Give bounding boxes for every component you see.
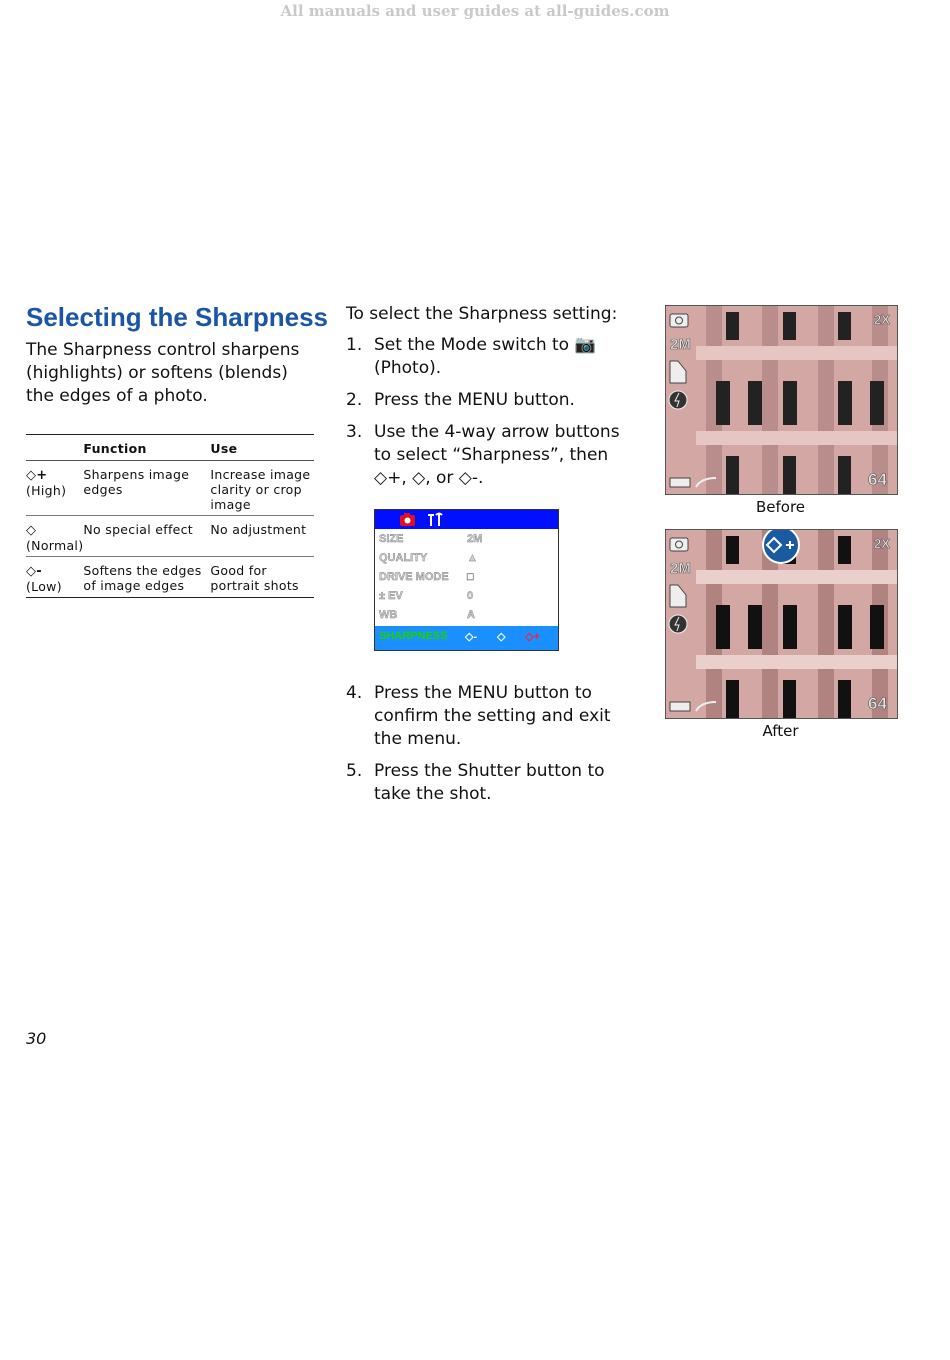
flash-icon [669, 391, 687, 409]
list-item: 4. Press the MENU button to confirm the setting and exit the menu. [346, 683, 611, 749]
row-function: Softens the edges of image edges [83, 557, 210, 598]
intro-paragraph: The Sharpness control sharpens (highlights) or softens (blends) the edges of a photo. [26, 340, 300, 406]
wrench-icon [428, 514, 442, 527]
row-function: Sharpens image edges [83, 461, 210, 516]
quality-icon [670, 361, 686, 383]
zoom-indicator: 2X [874, 536, 890, 551]
row-use: Increase image clarity or crop image [210, 461, 314, 516]
section-title: Selecting the Sharpness [26, 302, 328, 332]
sharpness-table [26, 434, 314, 598]
list-item: 5. Press the Shutter button to take the shot. [346, 761, 605, 804]
after-photo [665, 529, 898, 719]
menu-row-ev: ± EV 0 [379, 590, 474, 602]
table-row [26, 516, 314, 557]
instructions-lead: To select the Sharpness setting: [346, 304, 618, 324]
sharpness-high-icon: ◇+ [26, 468, 48, 483]
menu-row-drive-mode: DRIVE MODE □ [379, 571, 474, 583]
menu-row-size: SIZE 2M [379, 533, 483, 545]
watermark: All manuals and user guides at all-guides.com [280, 2, 670, 20]
battery-icon [670, 478, 690, 487]
sd-card-icon [696, 478, 716, 487]
list-item: 1. Set the Mode switch to 📷 (Photo). [346, 335, 596, 378]
list-item: 2. Press the MENU button. [346, 390, 575, 410]
quality-icon [670, 585, 686, 607]
menu-header-bar [375, 510, 558, 529]
before-caption: Before [755, 498, 806, 516]
row-name: (Normal) [26, 538, 84, 553]
table-header-use: Use [210, 435, 314, 461]
sd-card-icon [696, 702, 716, 711]
page-number: 30 [26, 1029, 47, 1048]
flash-icon [669, 615, 687, 633]
shots-remaining: 64 [868, 470, 887, 489]
sharpness-high-icon [763, 530, 799, 563]
battery-icon [670, 702, 690, 711]
list-item: 3. Use the 4-way arrow buttons to select “Sharpness”, then ◇+, ◇, or ◇-. [346, 422, 620, 488]
row-name: (High) [26, 483, 67, 498]
table-row [26, 461, 314, 516]
after-caption: After [762, 722, 799, 740]
before-photo [665, 305, 898, 495]
camera-icon [670, 538, 688, 551]
shots-remaining: 64 [868, 694, 887, 713]
camera-icon [670, 314, 688, 327]
row-function: No special effect [83, 516, 210, 557]
zoom-indicator: 2X [874, 312, 890, 327]
sharpness-low-icon: ◇- [26, 564, 42, 579]
sharpness-normal-icon: ◇ [26, 523, 37, 538]
menu-row-quality: QUALITY ▲ [379, 552, 478, 564]
table-header-function: Function [83, 435, 210, 461]
image-size-indicator: 2M [670, 560, 691, 577]
row-use: No adjustment [210, 516, 314, 557]
row-name: (Low) [26, 579, 62, 594]
camera-icon [400, 513, 415, 526]
image-size-indicator: 2M [670, 336, 691, 353]
row-use: Good for portrait shots [210, 557, 314, 598]
table-row [26, 557, 314, 598]
table-header-symbol [26, 435, 83, 461]
camera-menu-screen [374, 509, 559, 651]
menu-row-wb: WB A [379, 609, 475, 621]
menu-row-sharpness: SHARPNESS ◇- ◇ ◇+ [375, 626, 558, 650]
